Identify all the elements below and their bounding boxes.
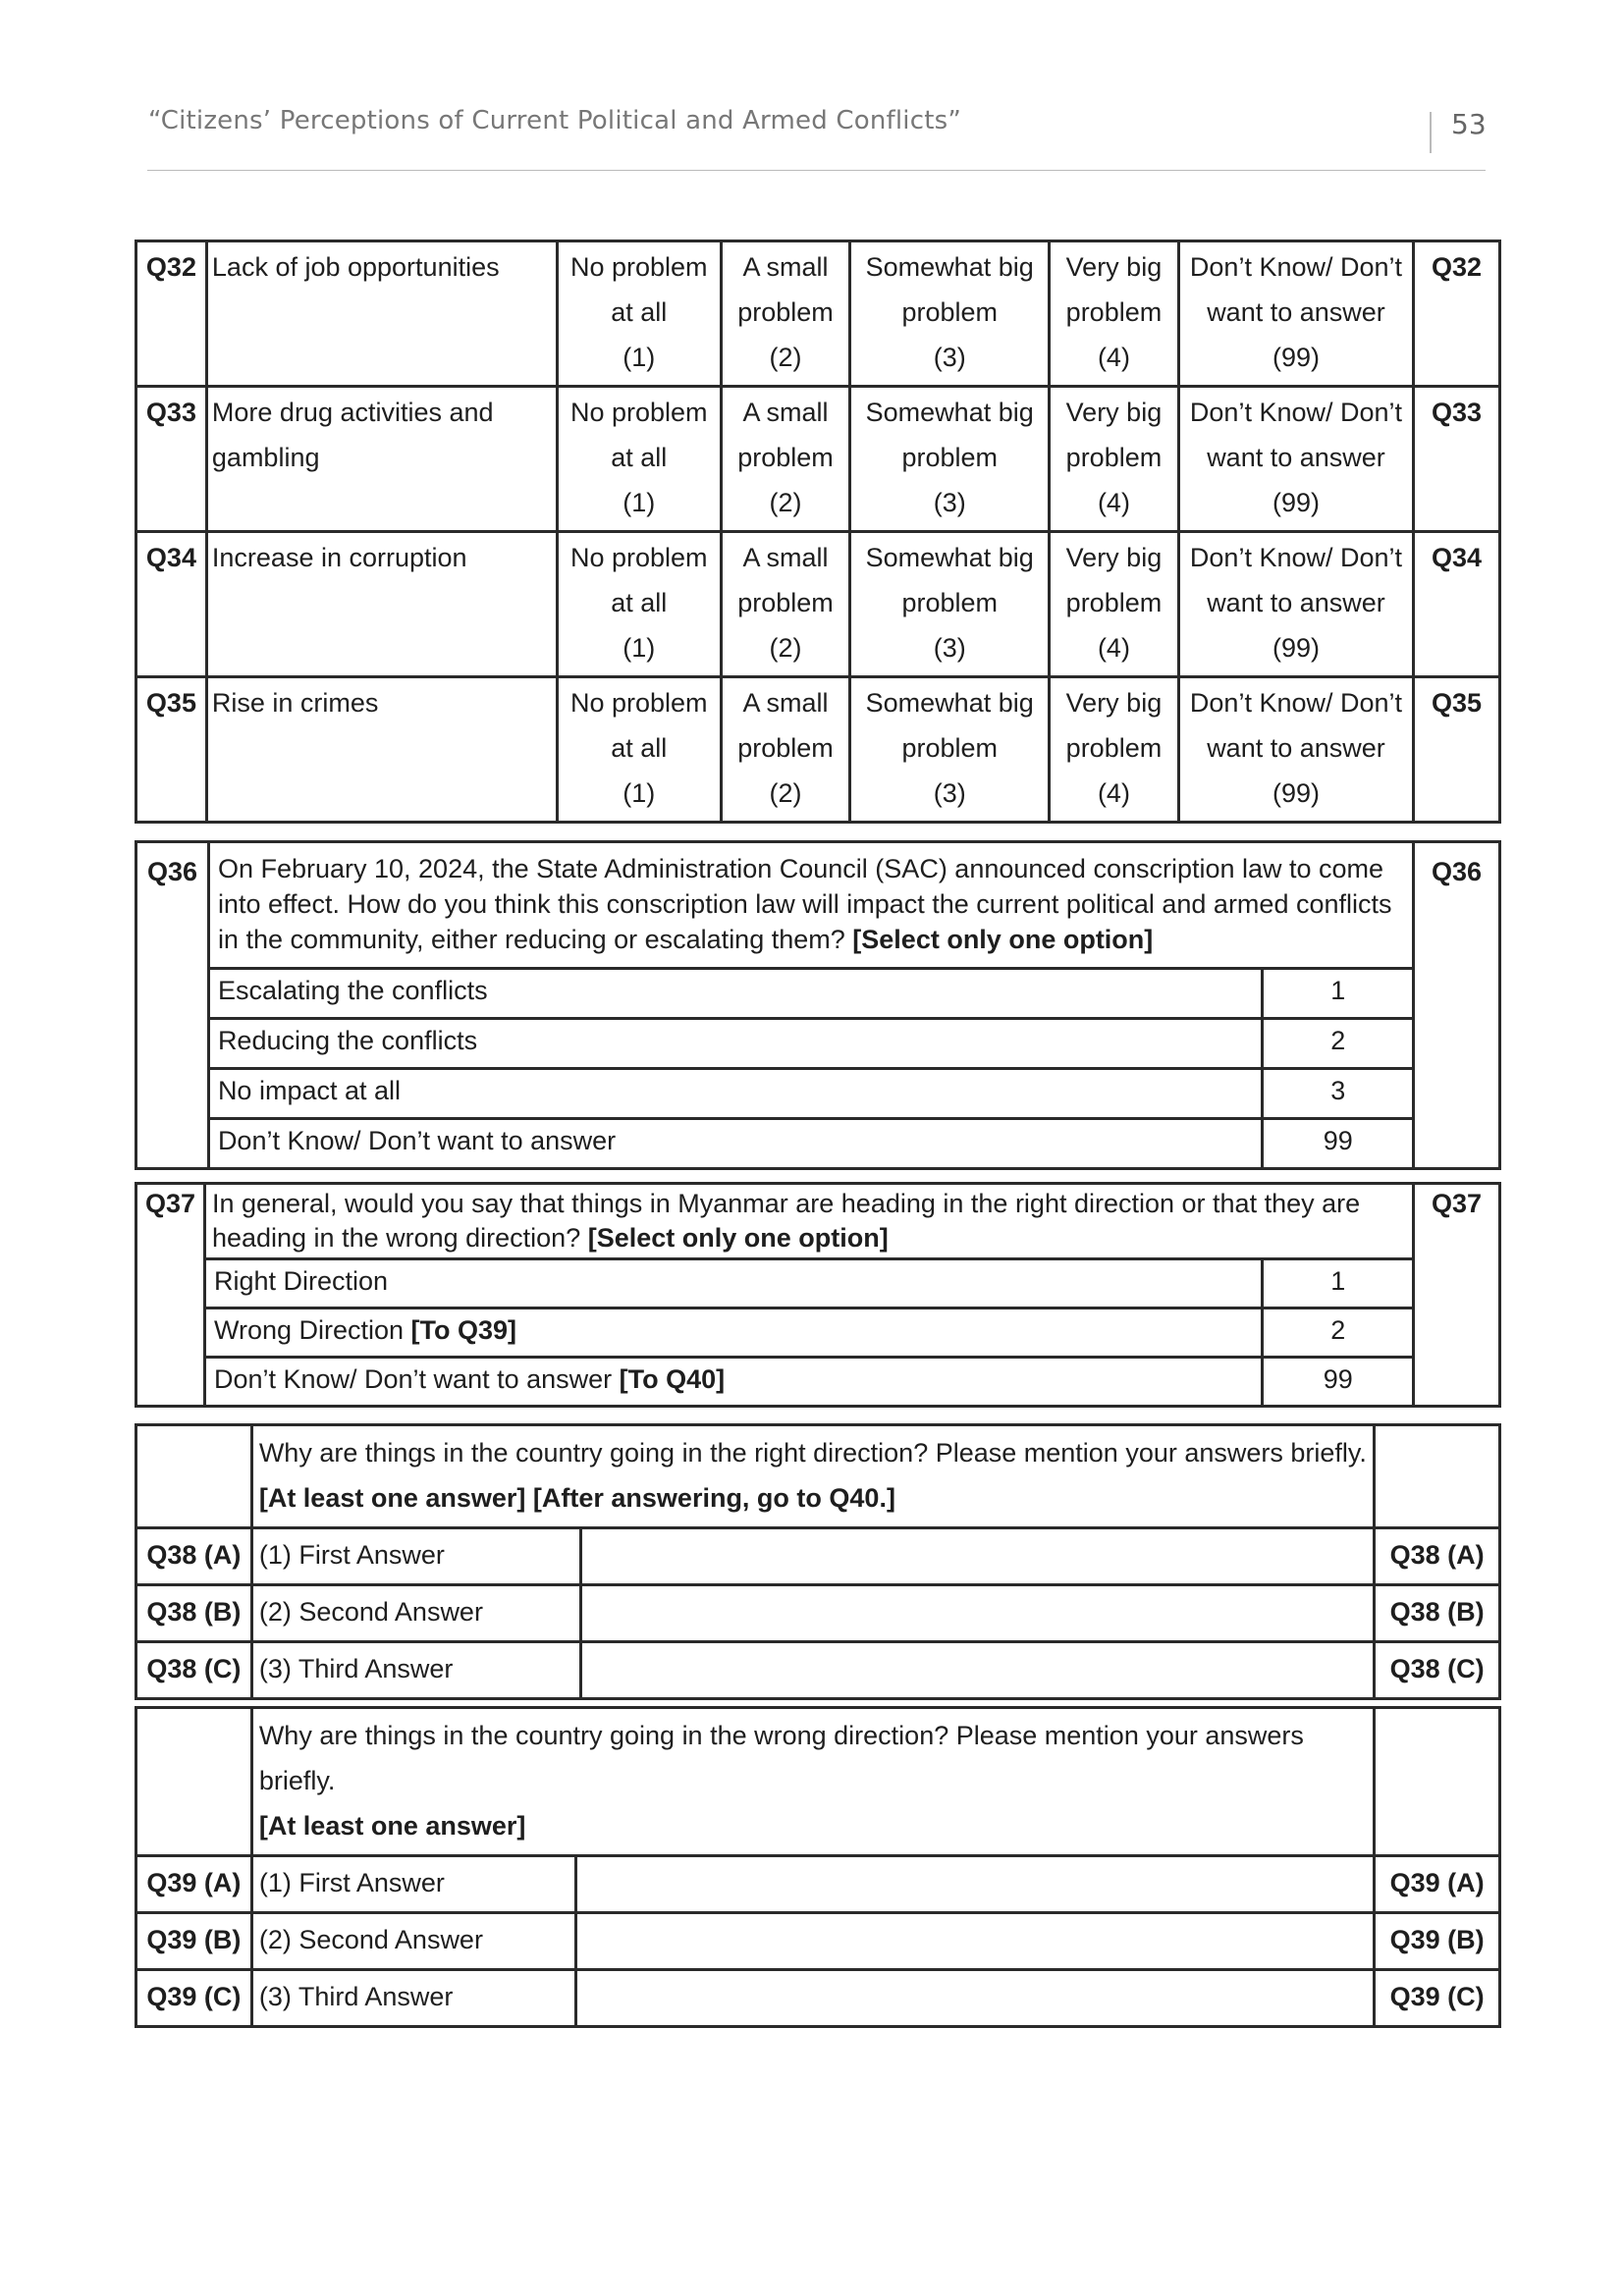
scale-option-text: problem [737,443,834,472]
skip-instruction: [To Q40] [619,1364,726,1394]
option-label: No impact at all [208,1069,1262,1119]
scale-option-text: problem [1065,443,1163,472]
scale-option-text: (1) [623,488,656,517]
scale-option[interactable] [557,241,721,387]
scale-option-text: problem [901,443,998,472]
scale-option-text: problem [737,588,834,617]
option-label: Wrong Direction [213,1315,405,1345]
scale-option[interactable] [1178,677,1413,823]
option-code: 3 [1263,1069,1414,1119]
q39-table [135,1706,1501,2028]
scale-option[interactable] [1050,677,1179,823]
question-id: Q38 (B) [136,1585,252,1642]
question-id: Q34 [1414,532,1500,677]
scale-option-text: Don’t Know/ Don’t [1189,688,1403,718]
option-label: Don’t Know/ Don’t want to answer [213,1364,613,1394]
scale-item-label: Lack of job opportunities [206,241,557,387]
page-number: 53 [1451,108,1487,140]
scale-option-text: problem [901,588,998,617]
scale-option[interactable] [721,677,850,823]
scale-option-text: (2) [769,778,802,808]
scale-option-text: (2) [769,343,802,372]
answer-row [136,1913,1500,1970]
scale-option-text: No problem [569,252,708,282]
scale-option-text: Very big [1065,688,1163,718]
answer-field[interactable] [581,1585,1375,1642]
question-id: Q39 (C) [136,1970,252,2027]
scale-option-text: problem [1065,588,1163,617]
option-label: Reducing the conflicts [208,1019,1262,1069]
option-code: 99 [1263,1119,1414,1169]
scale-option-text: (4) [1097,633,1130,663]
question-id: Q37 [136,1184,205,1407]
scale-option[interactable] [1178,532,1413,677]
scale-option-text: want to answer [1207,588,1385,617]
scale-option[interactable] [721,387,850,532]
question-instruction: [At least one answer] [After answering, go to Q40.] [258,1483,895,1513]
question-id: Q36 [136,842,209,1169]
scale-option-text: Somewhat big [865,252,1034,282]
answer-field[interactable] [576,1913,1375,1970]
scale-row [136,241,1500,387]
question-text: Why are things in the country going in the wrong direction? Please mention your answers briefly. [258,1721,1304,1795]
scale-option-text: problem [737,733,834,763]
header-divider [1430,112,1432,153]
q39-prompt [251,1708,1374,1856]
question-id: Q32 [136,241,207,387]
question-id: Q38 (C) [1375,1642,1500,1699]
answer-field[interactable] [576,1970,1375,2027]
scale-item-label: Rise in crimes [206,677,557,823]
scale-option[interactable] [721,241,850,387]
answer-label: (2) Second Answer [251,1585,580,1642]
scale-option-text: problem [901,733,998,763]
answer-label: (3) Third Answer [251,1970,575,2027]
scale-option-text: Don’t Know/ Don’t [1189,543,1403,572]
scale-option[interactable] [1050,387,1179,532]
question-id: Q32 [1414,241,1500,387]
scale-option-text: want to answer [1207,297,1385,327]
scale-option-text: (99) [1272,633,1320,663]
scale-item-label: More drug activities and gambling [206,387,557,532]
scale-option-text: (99) [1272,778,1320,808]
scale-option[interactable] [721,532,850,677]
scale-option-text: (3) [933,343,966,372]
scale-option[interactable] [557,387,721,532]
question-id: Q35 [136,677,207,823]
q36-options [207,967,1415,1170]
scale-option-text: (1) [623,633,656,663]
answer-label: (1) First Answer [251,1856,575,1913]
scale-option-text: Don’t Know/ Don’t [1189,252,1403,282]
scale-option-text: Somewhat big [865,543,1034,572]
scale-option-text: (3) [933,633,966,663]
scale-option[interactable] [1178,241,1413,387]
option-row[interactable] [204,1308,1413,1358]
scale-option-text: (1) [623,778,656,808]
option-code: 1 [1263,969,1414,1019]
question-text: In general, would you say that things in Myanmar are heading in the right direction or that they are heading in the wrong direction? [211,1189,1361,1253]
question-text: On February 10, 2024, the State Administration Council (SAC) announced conscription law to come into effect. How do you think this conscription law will impact the current political and armed conflicts in the community, either reducing or escalating them? [217,854,1392,954]
scale-option[interactable] [1050,241,1179,387]
scale-option-text: problem [737,297,834,327]
scale-option-text: A small [742,398,829,427]
scale-option[interactable] [850,532,1050,677]
problem-scale-table [135,240,1501,824]
scale-option-text: A small [742,688,829,718]
scale-option-text: Somewhat big [865,398,1034,427]
scale-option-text: at all [611,588,668,617]
scale-option-text: at all [611,443,668,472]
question-id: Q35 [1414,677,1500,823]
answer-row [136,1528,1500,1585]
scale-option-text: (2) [769,488,802,517]
question-instruction: [Select only one option] [587,1223,889,1253]
option-row[interactable] [208,1019,1413,1069]
scale-item-label: Increase in corruption [206,532,557,677]
answer-label: (2) Second Answer [251,1913,575,1970]
answer-field[interactable] [581,1642,1375,1699]
option-code: 99 [1263,1358,1414,1407]
option-label-cell [204,1358,1262,1407]
question-instruction: [Select only one option] [852,925,1154,954]
scale-row [136,532,1500,677]
scale-option[interactable] [850,387,1050,532]
scale-option-text: (3) [933,488,966,517]
option-row[interactable] [204,1358,1413,1407]
q36-prompt [210,843,1412,967]
option-label-cell [204,1308,1262,1358]
scale-option-text: Very big [1065,398,1163,427]
scale-option-text: (3) [933,778,966,808]
scale-option-text: A small [742,543,829,572]
scale-option-text: want to answer [1207,733,1385,763]
question-instruction: [At least one answer] [258,1811,526,1841]
scale-option-text: problem [1065,297,1163,327]
scale-option[interactable] [1050,532,1179,677]
option-row[interactable] [208,969,1413,1019]
answer-row [136,1585,1500,1642]
option-code: 2 [1263,1308,1414,1358]
answer-row [136,1856,1500,1913]
header-rule [147,170,1486,171]
q38-table [135,1423,1501,1700]
option-row[interactable] [204,1259,1413,1308]
q38-prompt [251,1425,1374,1528]
scale-option[interactable] [1178,387,1413,532]
option-label: Escalating the conflicts [208,969,1262,1019]
question-id: Q38 (B) [1375,1585,1500,1642]
scale-option-text: No problem [569,398,708,427]
scale-option-text: at all [611,733,668,763]
option-row[interactable] [208,1069,1413,1119]
scale-option-text: (99) [1272,343,1320,372]
answer-label: (3) Third Answer [251,1642,580,1699]
question-id: Q39 (B) [1375,1913,1500,1970]
scale-row [136,677,1500,823]
scale-option-text: (4) [1097,488,1130,517]
question-id: Q38 (C) [136,1642,252,1699]
scale-option-text: want to answer [1207,443,1385,472]
question-id: Q34 [136,532,207,677]
question-id: Q39 (A) [136,1856,252,1913]
answer-field[interactable] [576,1856,1375,1913]
option-code: 2 [1263,1019,1414,1069]
option-label: Don’t Know/ Don’t want to answer [208,1119,1262,1169]
scale-option-text: (2) [769,633,802,663]
option-code: 1 [1263,1259,1414,1308]
scale-option-text: Very big [1065,252,1163,282]
question-id: Q33 [1414,387,1500,532]
scale-option[interactable] [850,677,1050,823]
skip-instruction: [To Q39] [410,1315,517,1345]
scale-option-text: problem [1065,733,1163,763]
option-label-cell [204,1259,1262,1308]
question-id: Q37 [1414,1184,1500,1407]
question-id: Q38 (A) [136,1528,252,1585]
question-id: Q33 [136,387,207,532]
scale-row [136,387,1500,532]
scale-option-text: at all [611,297,668,327]
question-id: Q38 (A) [1375,1528,1500,1585]
question-text: Why are things in the country going in the right direction? Please mention your answers briefly. [258,1438,1367,1468]
option-label: Right Direction [213,1266,389,1296]
answer-field[interactable] [581,1528,1375,1585]
scale-option-text: (4) [1097,778,1130,808]
q37-options [203,1257,1415,1408]
option-row[interactable] [208,1119,1413,1169]
question-id: Q39 (C) [1375,1970,1500,2027]
scale-option[interactable] [557,677,721,823]
scale-option-text: No problem [569,688,708,718]
question-id: Q36 [1414,842,1500,1169]
q37-prompt [206,1185,1412,1257]
scale-option-text: (4) [1097,343,1130,372]
q36-table [135,840,1501,1170]
scale-option-text: (99) [1272,488,1320,517]
scale-option-text: Very big [1065,543,1163,572]
scale-option-text: A small [742,252,829,282]
answer-label: (1) First Answer [251,1528,580,1585]
scale-option-text: Somewhat big [865,688,1034,718]
scale-option-text: problem [901,297,998,327]
running-header-title: “Citizens’ Perceptions of Current Political and Armed Conflicts” [148,106,962,135]
scale-option-text: Don’t Know/ Don’t [1189,398,1403,427]
q37-table [135,1182,1501,1408]
scale-option[interactable] [850,241,1050,387]
answer-row [136,1642,1500,1699]
scale-option-text: (1) [623,343,656,372]
scale-option[interactable] [557,532,721,677]
scale-option-text: No problem [569,543,708,572]
answer-row [136,1970,1500,2027]
question-id: Q39 (B) [136,1913,252,1970]
question-id: Q39 (A) [1375,1856,1500,1913]
